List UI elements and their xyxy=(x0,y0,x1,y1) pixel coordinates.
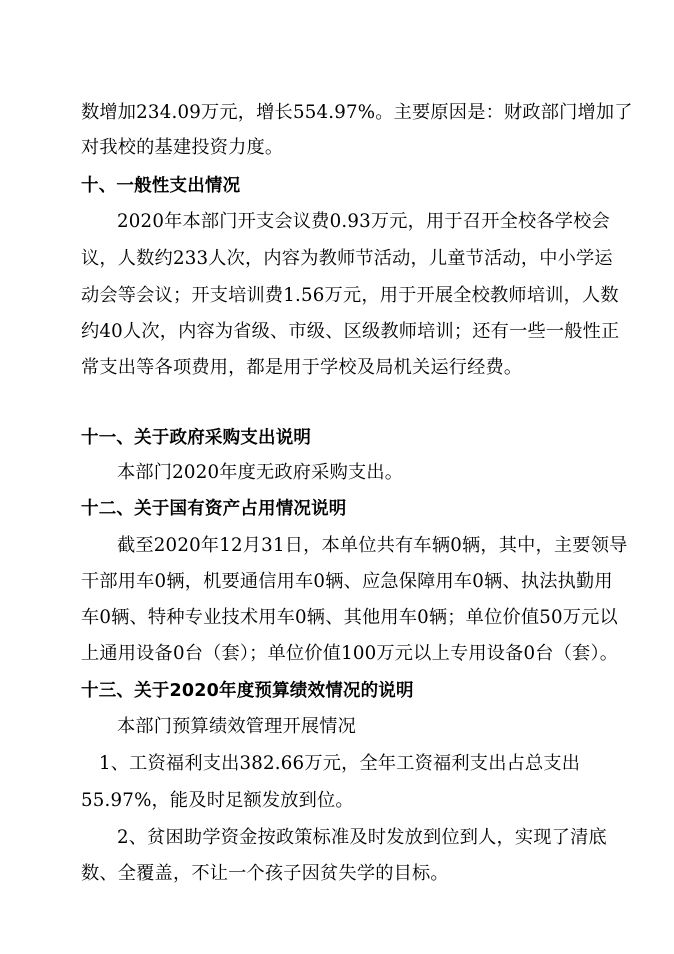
paragraph-line xyxy=(0,603,674,633)
text-line: 55.97%，能及时足额发放到位。 xyxy=(81,790,354,811)
paragraph-line xyxy=(0,712,674,742)
section-heading-10: 十、一般性支出情况 xyxy=(81,176,241,196)
text-line: 本部门预算绩效管理开展情况 xyxy=(117,716,357,737)
text-line: 约40人次，内容为省级、市级、区级教师培训；还有一些一般性正 xyxy=(81,321,620,342)
paragraph-line xyxy=(0,207,674,237)
text-line: 干部用车0辆，机要通信用车0辆、应急保障用车0辆、执法执勤用 xyxy=(81,571,613,592)
paragraph-line xyxy=(0,531,674,561)
text-line: 常支出等各项费用，都是用于学校及局机关运行经费。 xyxy=(81,357,523,378)
text-line: 1、工资福利支出382.66万元，全年工资福利支出占总支出 xyxy=(99,753,581,774)
section-heading xyxy=(0,494,674,524)
section-heading xyxy=(0,423,674,453)
paragraph-line xyxy=(0,353,674,383)
text-line: 车0辆、特种专业技术用车0辆、其他用车0辆；单位价值50万元以 xyxy=(81,607,618,628)
paragraph-line xyxy=(0,98,674,128)
text-line: 议，人数约233人次，内容为教师节活动，儿童节活动，中小学运 xyxy=(81,248,613,269)
paragraph-line xyxy=(0,567,674,597)
paragraph-line xyxy=(0,823,674,853)
paragraph-line xyxy=(0,317,674,347)
paragraph-line xyxy=(0,281,674,311)
text-line: 2020年本部门开支会议费0.93万元，用于召开全校各学校会 xyxy=(117,211,610,232)
section-heading-12: 十二、关于国有资产占用情况说明 xyxy=(81,499,347,519)
section-heading xyxy=(0,171,674,201)
paragraph-line xyxy=(0,639,674,669)
text-line: 数增加234.09万元，增长554.97%。主要原因是：财政部门增加了 xyxy=(81,102,633,123)
text-line: 2、贫困助学资金按政策标准及时发放到位到人，实现了清底 xyxy=(117,827,607,848)
paragraph-line xyxy=(0,244,674,274)
paragraph-line xyxy=(0,786,674,816)
text-line: 动会等会议；开支培训费1.56万元，用于开展全校教师培训，人数 xyxy=(81,285,619,306)
section-heading-11: 十一、关于政府采购支出说明 xyxy=(81,428,312,448)
section-heading-13: 十三、关于2020年度预算绩效情况的说明 xyxy=(81,681,414,701)
paragraph-line xyxy=(0,859,674,889)
text-line: 对我校的基建投资力度。 xyxy=(81,137,284,158)
paragraph-line xyxy=(0,458,674,488)
text-line: 数、全覆盖，不让一个孩子因贫失学的目标。 xyxy=(81,863,449,884)
paragraph-line xyxy=(0,749,674,779)
section-heading xyxy=(0,676,674,706)
paragraph-line xyxy=(0,133,674,163)
text-line: 上通用设备0台（套）；单位价值100万元以上专用设备0台（套）。 xyxy=(81,643,619,664)
text-line: 本部门2020年度无政府采购支出。 xyxy=(117,462,404,483)
text-line: 截至2020年12月31日，本单位共有车辆0辆，其中，主要领导 xyxy=(117,535,628,556)
